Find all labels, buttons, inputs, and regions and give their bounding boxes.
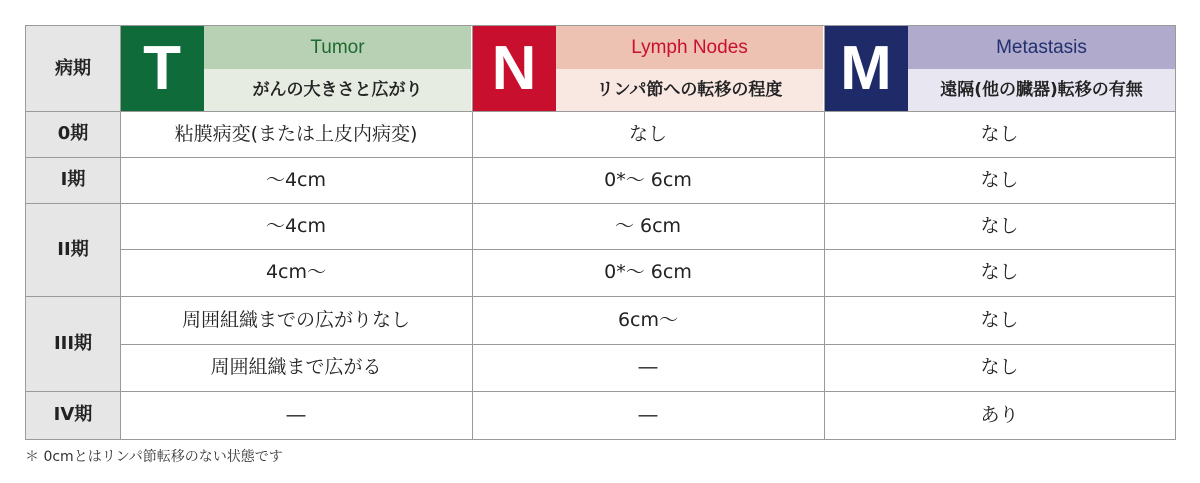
stage-2: II期 bbox=[26, 203, 120, 296]
row-2-nodes: ～ 6cm bbox=[614, 214, 682, 237]
row-3-metastasis: なし bbox=[980, 261, 1019, 283]
row-6-tumor: ― bbox=[286, 403, 306, 426]
row-5-nodes: ― bbox=[638, 356, 658, 378]
row-1-tumor: ～4cm bbox=[265, 168, 327, 191]
m-subtitle: 遠隔(他の臓器)転移の有無 bbox=[908, 69, 1175, 111]
m-letter: M bbox=[840, 34, 892, 103]
row-0-metastasis: なし bbox=[980, 122, 1019, 145]
grid-line bbox=[824, 26, 825, 439]
n-letter: N bbox=[491, 34, 537, 103]
grid-line bbox=[26, 111, 1175, 112]
row-2-metastasis: なし bbox=[980, 214, 1019, 237]
row-0-tumor: 粘膜病変(または上皮内病変) bbox=[174, 122, 418, 145]
t-title: Tumor bbox=[204, 26, 471, 69]
grid-line bbox=[26, 203, 1175, 204]
row-2-tumor: ～4cm bbox=[265, 214, 327, 237]
footnote: ＊ 0cmとはリンパ節転移のない状態です bbox=[25, 449, 283, 465]
stage-4: IV期 bbox=[26, 391, 120, 439]
row-3-nodes: 0*～ 6cm bbox=[604, 261, 692, 283]
m-title: Metastasis bbox=[908, 26, 1175, 69]
stage-3: III期 bbox=[26, 296, 120, 391]
m-letter-block bbox=[824, 26, 908, 111]
grid-line bbox=[120, 26, 121, 439]
stage-1: I期 bbox=[26, 157, 120, 203]
grid-line bbox=[26, 391, 1175, 392]
stage-header: 病期 bbox=[26, 26, 120, 111]
grid-line bbox=[120, 344, 1175, 345]
row-4-tumor: 周囲組織までの広がりなし bbox=[181, 308, 410, 331]
row-4-nodes: 6cm～ bbox=[617, 308, 679, 331]
row-5-tumor: 周囲組織まで広がる bbox=[210, 356, 382, 378]
n-letter-block bbox=[472, 26, 556, 111]
t-letter-block bbox=[120, 26, 204, 111]
row-4-metastasis: なし bbox=[980, 308, 1019, 331]
stage-0: 0期 bbox=[26, 111, 120, 157]
grid-line bbox=[472, 26, 473, 439]
row-0-nodes: なし bbox=[628, 122, 667, 145]
row-6-metastasis: あり bbox=[980, 403, 1019, 426]
grid-line bbox=[26, 157, 1175, 158]
staging-table bbox=[25, 25, 1176, 440]
t-subtitle: がんの大きさと広がり bbox=[204, 69, 471, 111]
row-5-metastasis: なし bbox=[980, 356, 1019, 378]
grid-line bbox=[120, 249, 1175, 250]
t-letter: T bbox=[143, 34, 181, 103]
n-subtitle: リンパ節への転移の程度 bbox=[556, 69, 823, 111]
row-1-metastasis: なし bbox=[980, 168, 1019, 191]
grid-line bbox=[26, 296, 1175, 297]
row-1-nodes: 0*～ 6cm bbox=[604, 168, 692, 191]
n-title: Lymph Nodes bbox=[556, 26, 823, 69]
row-3-tumor: 4cm～ bbox=[265, 261, 327, 283]
row-6-nodes: ― bbox=[638, 403, 658, 426]
